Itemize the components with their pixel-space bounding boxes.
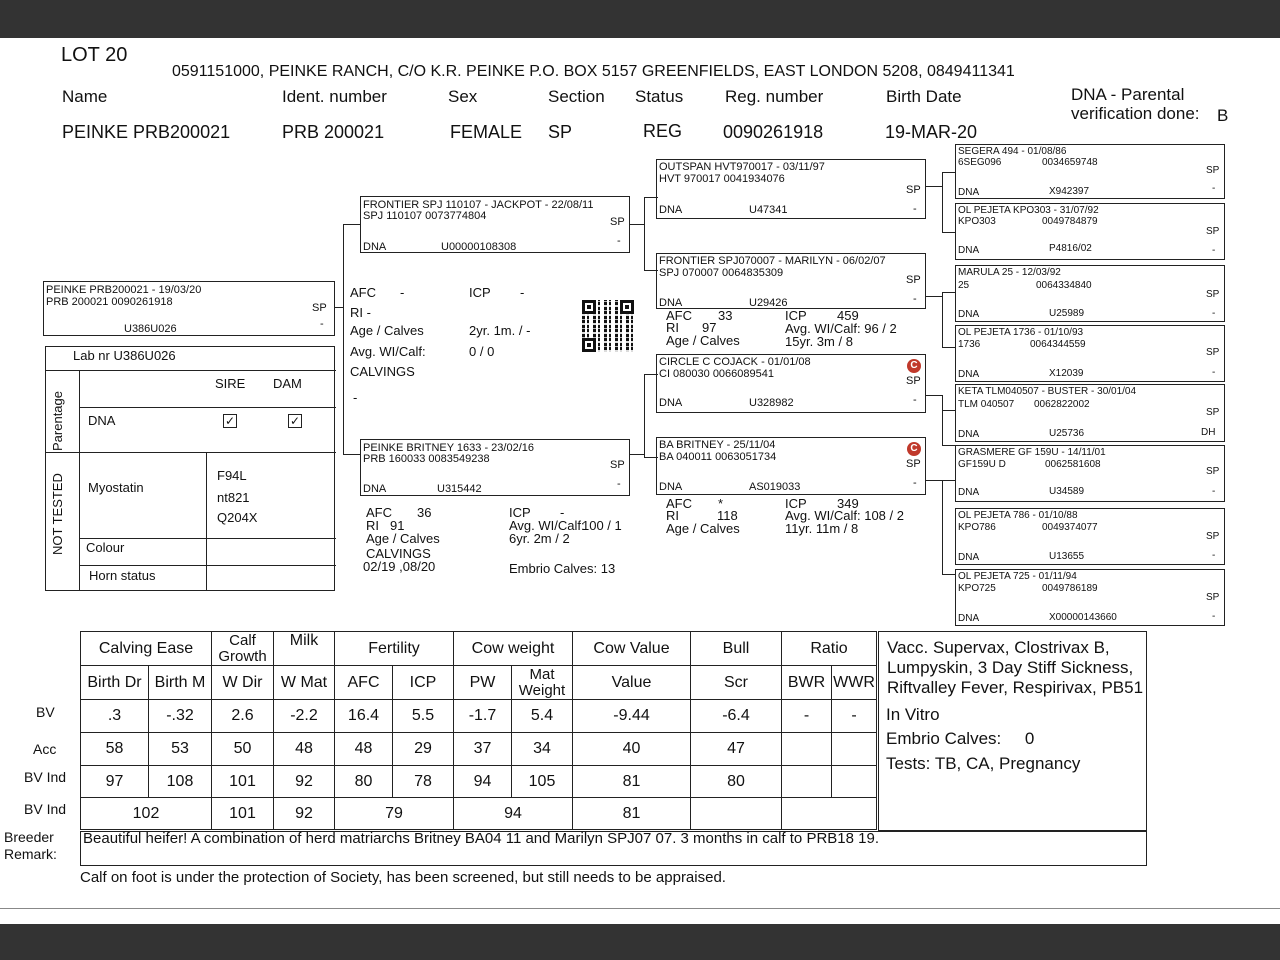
ggp-1-dash: -: [1212, 183, 1216, 194]
ggp-5-dna-number: U25736: [1049, 428, 1085, 439]
gp-sd-ri-label: RI: [666, 320, 679, 335]
label-name: Name: [62, 87, 108, 106]
gp-dd-section: SP: [906, 458, 921, 470]
dam-dna-number: U315442: [437, 483, 482, 495]
ggp-7-section: SP: [1206, 531, 1220, 542]
ggp-box-1: [955, 144, 1225, 199]
ggp-4-dash: -: [1212, 367, 1216, 378]
sire-section: SP: [610, 216, 625, 228]
in-vitro-text: In Vitro: [886, 705, 940, 724]
ggp-2-title: OL PEJETA KPO303 - 31/07/92: [958, 205, 1099, 216]
animal-box-section: SP: [312, 302, 327, 314]
myostatin-nt821: nt821: [217, 490, 250, 505]
ggp-5-dna-label: DNA: [958, 429, 980, 440]
embrio-calves-text: Embrio Calves: 0: [886, 729, 1035, 748]
ggp-8-section: SP: [1206, 592, 1220, 603]
group-calf-growth: Calf Growth: [212, 632, 274, 666]
acc-cell: 58: [81, 733, 149, 766]
dam-embrio-calves: Embrio Calves: 13: [509, 561, 616, 576]
remark-box: [80, 831, 1147, 866]
self-calvings-label: CALVINGS: [350, 364, 415, 379]
granddam-paternal-box: [656, 253, 926, 309]
gp-sd-wi: Avg. WI/Calf: 96 / 2: [785, 321, 897, 336]
dam-header: DAM: [273, 376, 302, 391]
remark-label-remark: Remark:: [4, 846, 57, 862]
gp-ds-ids: CI 080030 0066089541: [659, 368, 774, 380]
ggp-6-section: SP: [1206, 466, 1220, 477]
bv-cell: -6.4: [691, 700, 782, 733]
gp-dd-dash: -: [913, 477, 917, 489]
bv-cell: -2.2: [274, 700, 335, 733]
sire-header: SIRE: [215, 376, 246, 391]
value-section: SP: [548, 122, 573, 142]
gp-dd-age-value: 11yr. 11m / 8: [785, 521, 859, 536]
dam-dna-label: DNA: [363, 483, 387, 495]
ggp-1-dna-label: DNA: [958, 187, 980, 198]
qr-code-icon: [582, 300, 634, 352]
ggp-5-section: SP: [1206, 407, 1220, 418]
gp-sd-icp-label: ICP: [785, 308, 807, 323]
ggp-5-id: TLM 040507: [958, 399, 1015, 410]
group-ratio: Ratio: [782, 632, 877, 666]
gp-ss-dna-label: DNA: [659, 204, 683, 216]
gp-ds-dna-label: DNA: [659, 397, 683, 409]
ggp-4-section: SP: [1206, 347, 1220, 358]
sire-dna-number: U00000108308: [441, 241, 517, 253]
row-label-bv-ind: BV Ind: [24, 769, 67, 785]
bvind2-cell: [782, 798, 877, 830]
bvind-cell: 101: [212, 766, 274, 798]
gp-dd-wi: Avg. WI/Calf: 108 / 2: [785, 508, 904, 523]
ggp-4-title: OL PEJETA 1736 - 01/10/93: [958, 327, 1084, 338]
col-w-mat: W Mat: [274, 666, 335, 700]
gp-dd-ids: BA 040011 0063051734: [659, 451, 777, 463]
ggp-7-dna-number: U13655: [1049, 551, 1085, 562]
acc-cell: 37: [454, 733, 512, 766]
sire-dna-checkbox: ✓: [224, 414, 236, 428]
top-bar: [0, 0, 1280, 38]
bvind2-cell: 94: [454, 798, 573, 830]
sire-ids: SPJ 110107 0073774804: [363, 210, 487, 222]
bvind2-cell: 81: [573, 798, 691, 830]
lab-number: Lab nr U386U026: [73, 348, 176, 363]
dam-wi-value: 100 / 1: [582, 518, 622, 533]
gp-ss-dash: -: [913, 203, 917, 215]
self-age-label: Age / Calves: [350, 323, 424, 338]
ggp-2-section: SP: [1206, 226, 1220, 237]
dam-age-label: Age / Calves: [366, 531, 440, 546]
ggp-box-7: [955, 508, 1225, 565]
ggp-4-dna-number: X12039: [1049, 368, 1084, 379]
col-birth-dr: Birth Dr: [81, 666, 149, 700]
value-ident: PRB 200021: [282, 122, 385, 142]
ggp-6-dna-number: U34589: [1049, 486, 1085, 497]
bvind2-cell: 102: [81, 798, 212, 830]
bv-cell: 5.5: [393, 700, 454, 733]
row-label-bv: BV: [36, 704, 55, 720]
value-reg: 0090261918: [723, 122, 824, 142]
bottom-bar: [0, 924, 1280, 960]
colour-label: Colour: [86, 540, 125, 555]
col-wwr: WWR: [832, 666, 877, 700]
ggp-1-title: SEGERA 494 - 01/08/86: [958, 146, 1067, 157]
label-dna: DNA - Parental: [1071, 85, 1185, 104]
self-icp-label: ICP: [469, 285, 491, 300]
dam-title: PEINKE BRITNEY 1633 - 23/02/16: [363, 442, 534, 454]
bv-cell: -: [782, 700, 832, 733]
self-afc-label: AFC: [350, 285, 376, 300]
dam-age-value: 6yr. 2m / 2: [509, 531, 570, 546]
dam-afc-value: 36: [417, 505, 432, 520]
gp-dd-dna-label: DNA: [659, 481, 683, 493]
ggp-8-dna-number: X00000143660: [1049, 612, 1117, 623]
ggp-3-dna-number: U25989: [1049, 308, 1085, 319]
bvind2-cell: 101: [212, 798, 274, 830]
cojack-badge-icon: C: [907, 359, 921, 373]
ggp-box-5: [955, 384, 1225, 442]
col-afc: AFC: [335, 666, 393, 700]
ggp-7-title: OL PEJETA 786 - 01/10/88: [958, 510, 1078, 521]
bv-cell: -1.7: [454, 700, 512, 733]
group-milk: Milk: [274, 632, 335, 666]
bvind-cell: 92: [274, 766, 335, 798]
animal-box-dna: U386U026: [124, 323, 177, 335]
animal-box-title: PEINKE PRB200021 - 19/03/20: [46, 284, 202, 296]
bvind-cell: 80: [691, 766, 782, 798]
dam-pedigree-box: [360, 439, 630, 496]
gp-sd-title: FRONTIER SPJ070007 - MARILYN - 06/02/07: [659, 255, 886, 267]
bvind-cell: 108: [149, 766, 212, 798]
value-status: REG: [643, 121, 683, 141]
gp-sd-section: SP: [906, 274, 921, 286]
col-pw: PW: [454, 666, 512, 700]
acc-cell: 34: [512, 733, 573, 766]
breeder-address: 0591151000, PEINKE RANCH, C/O K.R. PEINKE P.O. BOX 5157 GREENFIELDS, EAST LONDON 5208, 0849411341: [172, 63, 1015, 80]
bvind-cell: [782, 766, 832, 798]
gp-sd-dna-number: U29426: [749, 297, 788, 309]
dam-dash: -: [617, 478, 621, 490]
bv-cell: -.32: [149, 700, 212, 733]
dam-dna-checkbox: ✓: [289, 414, 301, 428]
col-mat-weight: Mat Weight: [512, 666, 573, 700]
ggp-5-title: KETA TLM040507 - BUSTER - 30/01/04: [958, 386, 1137, 397]
not-tested-vertical-label: NOT TESTED: [50, 473, 65, 555]
gp-ss-dna-number: U47341: [749, 204, 788, 216]
self-wi-value: 0 / 0: [469, 344, 495, 359]
acc-cell: 48: [335, 733, 393, 766]
col-birth-m: Birth M: [149, 666, 212, 700]
label-sex: Sex: [448, 87, 478, 106]
remark-text: Beautiful heifer! A combination of herd matriarchs Britney BA04 11 and Marilyn SPJ07 07. 3 months in calf to PRB18 19.: [83, 830, 879, 847]
gp-dd-dna-number: AS019033: [749, 481, 801, 493]
gp-dd-icp-label: ICP: [785, 496, 807, 511]
ggp-8-dna-label: DNA: [958, 613, 980, 624]
ggp-8-title: OL PEJETA 725 - 01/11/94: [958, 571, 1077, 582]
acc-cell: 53: [149, 733, 212, 766]
gp-sd-afc-label: AFC: [666, 308, 692, 323]
dam-calvings-label: CALVINGS: [366, 546, 431, 561]
ggp-5-dh: DH: [1201, 427, 1216, 438]
gp-dd-title: BA BRITNEY - 25/11/04: [659, 439, 776, 451]
gp-dd-ri-value: 118: [717, 508, 738, 523]
bvind-cell: 105: [512, 766, 573, 798]
ggp-8-reg: 0049786189: [1042, 583, 1098, 594]
ggp-6-reg: 0062581608: [1045, 459, 1101, 470]
bvind-cell: 97: [81, 766, 149, 798]
ggp-3-dash: -: [1212, 308, 1216, 319]
bv-cell: 5.4: [512, 700, 573, 733]
label-ident: Ident. number: [282, 87, 387, 106]
dam-ids: PRB 160033 0083549238: [363, 453, 490, 465]
label-section: Section: [548, 87, 605, 106]
col-scr: Scr: [691, 666, 782, 700]
ggp-7-id: KPO786: [958, 522, 996, 533]
vaccinations-text: Vacc. Supervax, Clostrivax B, Lumpyskin, 3 Day Stiff Sickness, Riftvalley Fever, Respirivax, PB51: [887, 638, 1144, 697]
col-value: Value: [573, 666, 691, 700]
lab-results-box: [45, 346, 335, 591]
ggp-6-dna-label: DNA: [958, 487, 980, 498]
bvind-cell: 78: [393, 766, 454, 798]
dam-wi-label: Avg. WI/Calf:: [509, 518, 585, 533]
bvind2-cell: 79: [335, 798, 454, 830]
acc-cell: 48: [274, 733, 335, 766]
dam-ri-label: RI: [366, 518, 379, 533]
ggp-5-reg: 0062822002: [1034, 399, 1090, 410]
label-dna-2: verification done:: [1071, 104, 1200, 123]
myostatin-q204x: Q204X: [217, 510, 258, 525]
bv-cell: -9.44: [573, 700, 691, 733]
animal-pedigree-box: [43, 281, 335, 336]
gp-sd-icp-value: 459: [837, 308, 859, 323]
sire-pedigree-box: [360, 196, 630, 253]
acc-cell: [832, 733, 877, 766]
dam-icp-value: -: [560, 505, 565, 520]
acc-cell: 40: [573, 733, 691, 766]
horn-status-label: Horn status: [89, 568, 156, 583]
dna-label: DNA: [88, 413, 116, 428]
label-status: Status: [635, 87, 684, 106]
bvind-cell: 94: [454, 766, 512, 798]
self-wi-label: Avg. WI/Calf:: [350, 344, 426, 359]
gp-sd-dna-label: DNA: [659, 297, 683, 309]
ggp-7-dash: -: [1212, 550, 1216, 561]
acc-cell: 47: [691, 733, 782, 766]
bvind-cell: 81: [573, 766, 691, 798]
ggp-3-id: 25: [958, 280, 970, 291]
ggp-3-dna-label: DNA: [958, 309, 980, 320]
ggp-2-dna-number: P4816/02: [1049, 243, 1092, 254]
value-name: PEINKE PRB200021: [62, 122, 231, 142]
bottom-divider: [0, 908, 1280, 909]
ggp-4-dna-label: DNA: [958, 369, 980, 380]
bvind2-cell: 92: [274, 798, 335, 830]
gp-dd-afc-value: *: [718, 496, 724, 511]
ggp-3-reg: 0064334840: [1036, 280, 1092, 291]
acc-cell: 50: [212, 733, 274, 766]
ggp-4-id: 1736: [958, 339, 981, 350]
ggp-1-reg: 0034659748: [1042, 157, 1098, 168]
gp-sd-age-value: 15yr. 3m / 8: [785, 334, 853, 349]
sire-dash: -: [617, 235, 621, 247]
label-reg: Reg. number: [725, 87, 824, 106]
bvind-cell: [832, 766, 877, 798]
col-icp: ICP: [393, 666, 454, 700]
ggp-6-dash: -: [1212, 486, 1216, 497]
gp-ss-section: SP: [906, 184, 921, 196]
bvind2-cell: [691, 798, 782, 830]
grandsire-maternal-box: [656, 354, 926, 413]
gp-sd-ri-value: 97: [702, 320, 717, 335]
ggp-1-id: 6SEG096: [958, 157, 1002, 168]
value-dna: B: [1217, 106, 1229, 125]
ggp-7-dna-label: DNA: [958, 552, 980, 563]
self-icp-value: -: [520, 285, 525, 300]
lot-number: LOT 20: [61, 44, 128, 66]
gp-ds-dash: -: [913, 394, 917, 406]
bv-table: [80, 631, 877, 830]
gp-sd-dash: -: [913, 293, 917, 305]
gp-ss-ids: HVT 970017 0041934076: [659, 173, 785, 185]
group-fertility: Fertility: [335, 632, 454, 666]
dam-section: SP: [610, 459, 625, 471]
gp-dd-afc-label: AFC: [666, 496, 692, 511]
bv-cell: .3: [81, 700, 149, 733]
ggp-7-reg: 0049374077: [1042, 522, 1098, 533]
bvind-cell: 80: [335, 766, 393, 798]
group-bull: Bull: [691, 632, 782, 666]
ggp-box-4: [955, 325, 1225, 382]
col-bwr: BWR: [782, 666, 832, 700]
sire-title: FRONTIER SPJ 110107 - JACKPOT - 22/08/11: [363, 199, 594, 211]
ggp-2-dash: -: [1212, 245, 1216, 256]
bv-cell: -: [832, 700, 877, 733]
granddam-maternal-box: [656, 437, 926, 495]
ggp-1-section: SP: [1206, 165, 1220, 176]
ggp-box-8: [955, 569, 1225, 626]
notes-box: [878, 631, 1147, 831]
ggp-box-2: [955, 203, 1225, 260]
britney-badge-icon: C: [907, 442, 921, 456]
group-cow-weight: Cow weight: [454, 632, 573, 666]
myostatin-label: Myostatin: [88, 480, 144, 495]
acc-cell: [782, 733, 832, 766]
dam-icp-label: ICP: [509, 505, 531, 520]
myostatin-f94l: F94L: [217, 468, 247, 483]
ggp-8-dash: -: [1212, 611, 1216, 622]
gp-dd-age-label: Age / Calves: [666, 521, 740, 536]
tests-text: Tests: TB, CA, Pregnancy: [886, 754, 1081, 773]
value-sex: FEMALE: [450, 122, 523, 142]
dam-afc-label: AFC: [366, 505, 392, 520]
group-calving-ease: Calving Ease: [81, 632, 212, 666]
ggp-1-dna-number: X942397: [1049, 186, 1090, 197]
gp-ds-title: CIRCLE C COJACK - 01/01/08: [659, 356, 811, 368]
gp-ss-title: OUTSPAN HVT970017 - 03/11/97: [659, 161, 825, 173]
gp-sd-afc-value: 33: [718, 308, 733, 323]
bv-cell: 2.6: [212, 700, 274, 733]
self-age-value: 2yr. 1m. / -: [469, 323, 531, 338]
ggp-box-3: [955, 265, 1225, 322]
animal-box-ids: PRB 200021 0090261918: [46, 296, 173, 308]
ggp-2-reg: 0049784879: [1042, 216, 1098, 227]
ggp-box-6: [955, 445, 1225, 502]
grandsire-paternal-box: [656, 159, 926, 219]
group-cow-value: Cow Value: [573, 632, 691, 666]
sire-dna-label: DNA: [363, 241, 387, 253]
label-birth: Birth Date: [886, 87, 962, 106]
dam-calvings-value: 02/19 ,08/20: [363, 559, 436, 574]
animal-box-dash: -: [320, 318, 324, 330]
col-w-dir: W Dir: [212, 666, 274, 700]
ggp-6-title: GRASMERE GF 159U - 14/11/01: [958, 447, 1106, 458]
row-label-bv-ind-2: BV Ind: [24, 801, 67, 817]
parentage-vertical-label: Parentage: [50, 391, 65, 451]
ggp-2-dna-label: DNA: [958, 245, 980, 256]
gp-ds-section: SP: [906, 375, 921, 387]
dam-ri-value: 91: [390, 518, 405, 533]
bv-cell: 16.4: [335, 700, 393, 733]
ggp-3-section: SP: [1206, 289, 1220, 300]
gp-dd-ri-label: RI: [666, 508, 679, 523]
value-birth: 19-MAR-20: [885, 122, 978, 142]
footer-note: Calf on foot is under the protection of Society, has been screened, but still needs to be appraised.: [80, 869, 726, 886]
acc-cell: 29: [393, 733, 454, 766]
self-ri: RI -: [350, 305, 371, 320]
gp-sd-ids: SPJ 070007 0064835309: [659, 267, 784, 279]
gp-sd-age-label: Age / Calves: [666, 333, 740, 348]
ggp-6-id: GF159U D: [958, 459, 1006, 470]
self-afc-value: -: [400, 285, 405, 300]
self-calvings-value: -: [353, 390, 358, 405]
gp-ds-dna-number: U328982: [749, 397, 794, 409]
remark-label-breeder: Breeder: [4, 829, 54, 845]
row-label-acc: Acc: [33, 741, 57, 757]
ggp-2-id: KPO303: [958, 216, 996, 227]
ggp-3-title: MARULA 25 - 12/03/92: [958, 267, 1061, 278]
gp-dd-icp-value: 349: [837, 496, 859, 511]
ggp-8-id: KPO725: [958, 583, 996, 594]
ggp-4-reg: 0064344559: [1030, 339, 1086, 350]
